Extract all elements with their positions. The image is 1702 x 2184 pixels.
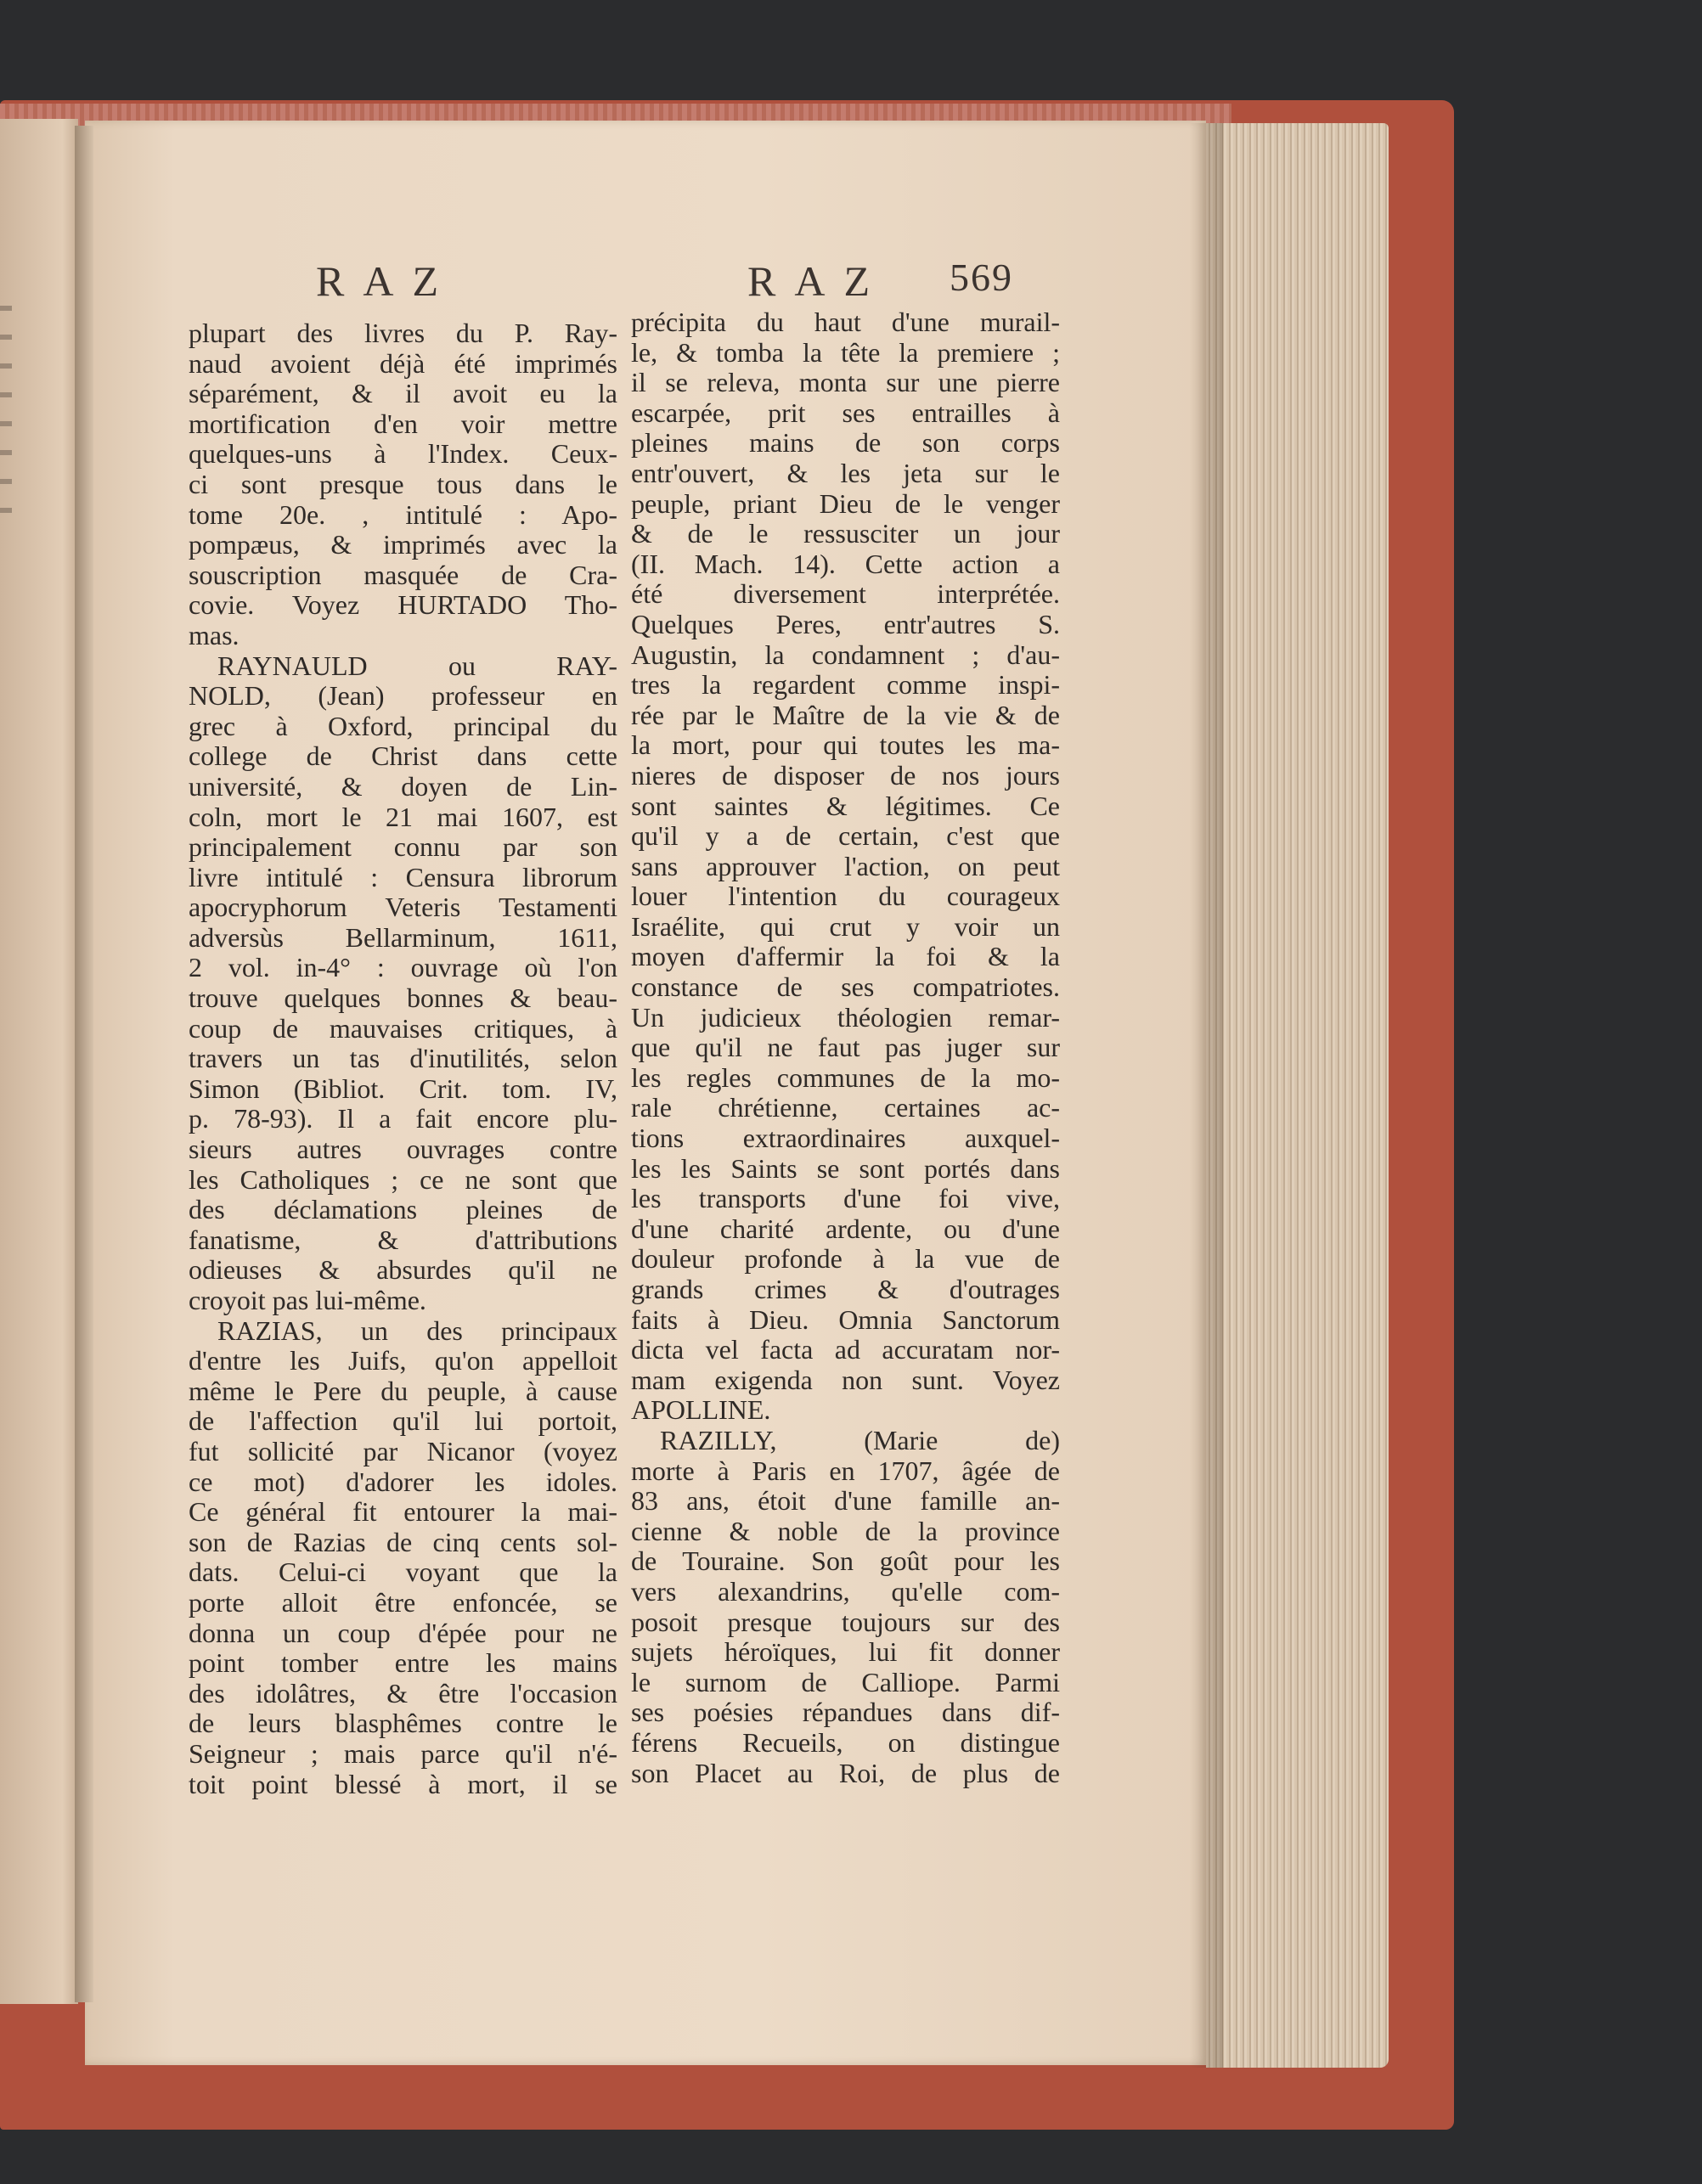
text-line: les les Saints se sont portés dans bbox=[631, 1153, 1060, 1184]
text-line: des déclamations pleines de bbox=[189, 1195, 617, 1225]
text-line: odieuses & absurdes qu'il ne bbox=[189, 1255, 617, 1286]
running-head-left: RAZ bbox=[316, 257, 457, 305]
text-line: fut sollicité par Nicanor (voyez bbox=[189, 1436, 617, 1466]
text-line: tome 20e. , intitulé : Apo- bbox=[189, 499, 617, 530]
text-line: dats. Celui-ci voyant que la bbox=[189, 1557, 617, 1588]
text-line: précipita du haut d'une murail- bbox=[631, 307, 1060, 337]
text-line: naud avoient déjà été imprimés bbox=[189, 348, 617, 379]
text-line: adversùs Bellarminum, 1611, bbox=[189, 922, 617, 953]
text-line: pleines mains de son corps bbox=[631, 428, 1060, 459]
text-line: sont saintes & légitimes. Ce bbox=[631, 791, 1060, 821]
text-line: douleur profonde à la vue de bbox=[631, 1244, 1060, 1275]
text-line: croyoit pas lui-même. bbox=[189, 1286, 426, 1315]
text-line: vers alexandrins, qu'elle com- bbox=[631, 1576, 1060, 1607]
text-line: porte alloit être enfoncée, se bbox=[189, 1587, 617, 1618]
text-line: posoit presque toujours sur des bbox=[631, 1607, 1060, 1637]
text-line: p. 78-93). Il a fait encore plu- bbox=[189, 1104, 617, 1134]
text-line: college de Christ dans cette bbox=[189, 741, 617, 772]
text-line: grands crimes & d'outrages bbox=[631, 1275, 1060, 1304]
text-line: Seigneur ; mais parce qu'il n'é- bbox=[189, 1738, 617, 1769]
text-line: de l'affection qu'il lui portoit, bbox=[189, 1406, 617, 1437]
text-line: toit point blessé à mort, il se bbox=[189, 1769, 617, 1799]
text-line: le, & tomba la tête la premiere ; bbox=[631, 337, 1060, 368]
text-line: ci sont presque tous dans le bbox=[189, 469, 617, 499]
text-line: Ce général fit entourer la mai- bbox=[189, 1497, 617, 1528]
text-line: Augustin, la condamnent ; d'au- bbox=[631, 639, 1060, 670]
text-line: quelques-uns à l'Index. Ceux- bbox=[189, 439, 617, 470]
text-line: Israélite, qui crut y voir un bbox=[631, 911, 1060, 942]
text-line: nieres de disposer de nos jours bbox=[631, 760, 1060, 791]
text-line: été diversement interprétée. bbox=[631, 579, 1060, 610]
text-line: des idolâtres, & être l'occasion bbox=[189, 1678, 617, 1708]
text-line: université, & doyen de Lin- bbox=[189, 771, 617, 802]
text-line: d'entre les Juifs, qu'on appelloit bbox=[189, 1346, 617, 1376]
text-line: le surnom de Calliope. Parmi bbox=[631, 1667, 1060, 1697]
text-line: Simon (Bibliot. Crit. tom. IV, bbox=[189, 1073, 617, 1104]
text-line: sans approuver l'action, on peut bbox=[631, 851, 1060, 881]
text-line: entr'ouvert, & les jeta sur le bbox=[631, 458, 1060, 488]
text-line: trouve quelques bonnes & beau- bbox=[189, 983, 617, 1014]
page-block-edges bbox=[1206, 123, 1389, 2068]
text-line: tres la regardent comme inspi- bbox=[631, 670, 1060, 701]
text-line: ce mot) d'adorer les idoles. bbox=[189, 1466, 617, 1497]
text-line: rale chrétienne, certaines ac- bbox=[631, 1093, 1060, 1123]
text-line: la mort, pour qui toutes les ma- bbox=[631, 730, 1060, 761]
right-text-column bbox=[631, 307, 1060, 1788]
text-line: pompæus, & imprimés avec la bbox=[189, 530, 617, 560]
text-line: fanatisme, & d'attributions bbox=[189, 1224, 617, 1255]
text-line: Quelques Peres, entr'autres S. bbox=[631, 609, 1060, 639]
text-line: rée par le Maître de la vie & de bbox=[631, 700, 1060, 730]
text-line: RAYNAULD ou RAY- bbox=[217, 650, 617, 681]
text-line: son de Razias de cinq cents sol- bbox=[189, 1527, 617, 1557]
text-line: donna un coup d'épée pour ne bbox=[189, 1618, 617, 1648]
page-number: 569 bbox=[950, 256, 1013, 299]
text-line: morte à Paris en 1707, âgée de bbox=[631, 1455, 1060, 1486]
text-line: férens Recueils, on distingue bbox=[631, 1727, 1060, 1758]
text-line: moyen d'affermir la foi & la bbox=[631, 942, 1060, 972]
text-line: livre intitulé : Censura librorum bbox=[189, 862, 617, 892]
text-line: principalement connu par son bbox=[189, 832, 617, 863]
text-line: covie. Voyez HURTADO Tho- bbox=[189, 590, 617, 621]
text-line: travers un tas d'inutilités, selon bbox=[189, 1044, 617, 1074]
text-line: que qu'il ne faut pas juger sur bbox=[631, 1033, 1060, 1063]
running-head-right: RAZ bbox=[747, 257, 888, 305]
text-line: les Catholiques ; ce ne sont que bbox=[189, 1164, 617, 1195]
text-line: coup de mauvaises critiques, à bbox=[189, 1013, 617, 1044]
text-line: point tomber entre les mains bbox=[189, 1648, 617, 1679]
page-shadow bbox=[1189, 123, 1223, 2068]
text-line: les regles communes de la mo- bbox=[631, 1062, 1060, 1093]
text-line: sieurs autres ouvrages contre bbox=[189, 1134, 617, 1165]
text-line: ses poésies répandues dans dif- bbox=[631, 1697, 1060, 1728]
text-line: grec à Oxford, principal du bbox=[189, 711, 617, 741]
text-line: souscription masquée de Cra- bbox=[189, 560, 617, 590]
text-line: RAZILLY, (Marie de) bbox=[660, 1425, 1060, 1455]
text-line: constance de ses compatriotes. bbox=[631, 972, 1060, 1003]
text-line: faits à Dieu. Omnia Sanctorum bbox=[631, 1304, 1060, 1335]
text-line: même le Pere du peuple, à cause bbox=[189, 1376, 617, 1406]
text-line: les transports d'une foi vive, bbox=[631, 1184, 1060, 1214]
text-line: dicta vel facta ad accuratam nor- bbox=[631, 1335, 1060, 1365]
text-line: qu'il y a de certain, c'est que bbox=[631, 821, 1060, 852]
text-line: mortification d'en voir mettre bbox=[189, 408, 617, 439]
book-gutter bbox=[75, 126, 93, 2002]
text-line: mas. bbox=[189, 620, 240, 650]
text-line: il se releva, monta sur une pierre bbox=[631, 368, 1060, 398]
text-line: 83 ans, étoit d'une famille an- bbox=[631, 1486, 1060, 1517]
text-line: escarpée, prit ses entrailles à bbox=[631, 397, 1060, 428]
text-line: mam exigenda non sunt. Voyez bbox=[631, 1365, 1060, 1395]
text-line: RAZIAS, un des principaux bbox=[217, 1315, 617, 1346]
text-line: APOLLINE. bbox=[631, 1395, 771, 1426]
text-line: de Touraine. Son goût pour les bbox=[631, 1546, 1060, 1577]
text-line: apocryphorum Veteris Testamenti bbox=[189, 892, 617, 923]
text-line: (II. Mach. 14). Cette action a bbox=[631, 549, 1060, 579]
text-line: son Placet au Roi, de plus de bbox=[631, 1758, 1060, 1788]
text-line: cienne & noble de la province bbox=[631, 1516, 1060, 1546]
text-line: NOLD, (Jean) professeur en bbox=[189, 681, 617, 712]
text-line: coln, mort le 21 mai 1607, est bbox=[189, 802, 617, 832]
text-line: 2 vol. in-4° : ouvrage où l'on bbox=[189, 953, 617, 983]
text-line: Un judicieux théologien remar- bbox=[631, 1002, 1060, 1033]
text-line: louer l'intention du courageux bbox=[631, 881, 1060, 912]
left-text-column bbox=[189, 318, 617, 1799]
text-line: sujets héroïques, lui fit donner bbox=[631, 1637, 1060, 1668]
text-line: plupart des livres du P. Ray- bbox=[189, 318, 617, 348]
text-line: de leurs blasphêmes contre le bbox=[189, 1708, 617, 1739]
text-line: peuple, priant Dieu de le venger bbox=[631, 488, 1060, 519]
text-line: d'une charité ardente, ou d'une bbox=[631, 1213, 1060, 1244]
text-line: tions extraordinaires auxquel- bbox=[631, 1123, 1060, 1154]
text-line: & de le ressusciter un jour bbox=[631, 519, 1060, 549]
text-line: séparément, & il avoit eu la bbox=[189, 379, 617, 409]
previous-page-marks bbox=[0, 306, 12, 526]
